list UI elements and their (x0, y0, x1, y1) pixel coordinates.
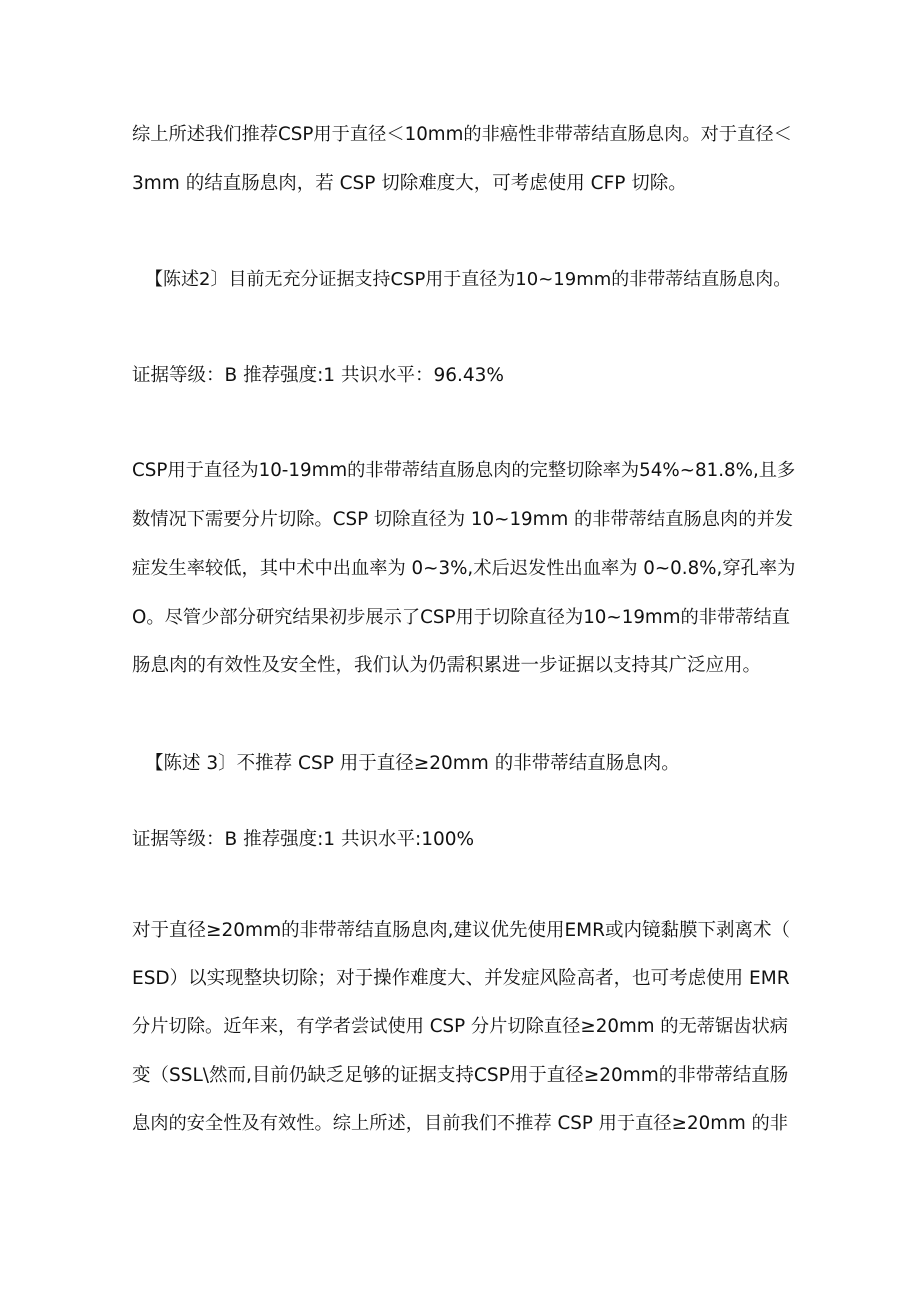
discussion-3-line-2: ESD）以实现整块切除；对于操作难度大、并发症风险高者，也可考虑使用 EMR (132, 968, 790, 989)
discussion-3-line-5: 息肉的安全性及有效性。综上所述，目前我们不推荐 CSP 用于直径≥20mm 的非 (132, 1113, 789, 1134)
summary-line-1: 综上所述我们推荐CSP用于直径＜10mm的非癌性非带蒂结直肠息肉。对于直径＜ (132, 124, 792, 145)
statement-2-text: 【陈述2〕目前无充分证据支持CSP用于直径为10~19mm的非带蒂结直肠息肉。 (145, 269, 792, 290)
discussion-2-line-5: 肠息肉的有效性及安全性，我们认为仍需积累进一步证据以支持其广泛应用。 (132, 655, 762, 676)
discussion-2-line-2: 数情况下需要分片切除。CSP 切除直径为 10~19mm 的非带蒂结直肠息肉的并发 (132, 509, 794, 530)
evidence-level-2: 证据等级：B 推荐强度:1 共识水平：96.43% (132, 365, 504, 386)
discussion-3-line-1: 对于直径≥20mm的非带蒂结直肠息肉,建议优先使用EMR或内镜黏膜下剥离术（ (132, 920, 790, 941)
discussion-2-line-1: CSP用于直径为10-19mm的非带蒂结直肠息肉的完整切除率为54%~81.8%,且多 (132, 460, 796, 481)
discussion-2-line-3: 症发生率较低，其中术中出血率为 0~3%,术后迟发性出血率为 0~0.8%,穿孔率为 (132, 558, 796, 579)
summary-line-2: 3mm 的结直肠息肉，若 CSP 切除难度大，可考虑使用 CFP 切除。 (132, 173, 687, 194)
evidence-level-3: 证据等级：B 推荐强度:1 共识水平:100% (132, 829, 475, 850)
statement-3-text: 【陈述 3〕不推荐 CSP 用于直径≥20mm 的非带蒂结直肠息肉。 (145, 753, 680, 774)
discussion-2-line-4: O。尽管少部分研究结果初步展示了CSP用于切除直径为10~19mm的非带蒂结直 (132, 607, 790, 628)
discussion-3-line-4: 变（SSL\然而,目前仍缺乏足够的证据支持CSP用于直径≥20mm的非带蒂结直肠 (132, 1065, 789, 1086)
discussion-3-line-3: 分片切除。近年来，有学者尝试使用 CSP 分片切除直径≥20mm 的无蒂锯齿状病 (132, 1016, 789, 1037)
